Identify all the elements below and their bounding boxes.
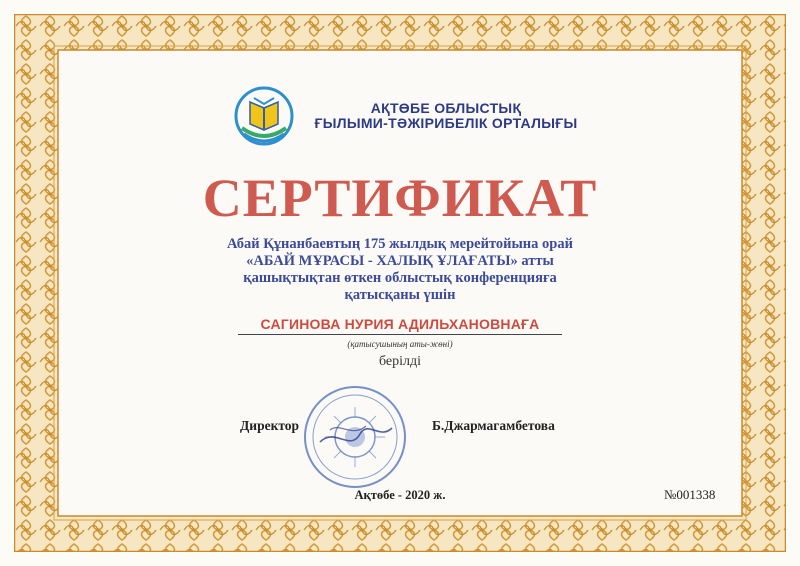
given-text: берілді <box>378 354 422 369</box>
body-line-4: қатысқаны үшін <box>344 287 456 303</box>
certificate-body <box>200 236 600 304</box>
org-line-2: ҒЫЛЫМИ-ТӘЖІРИБЕЛІК ОРТАЛЫҒЫ <box>314 115 578 131</box>
kazakhstan-emblem-seal-icon <box>300 382 410 492</box>
body-line-2: «АБАЙ МҰРАСЫ - ХАЛЫҚ ҰЛАҒАТЫ» атты <box>246 253 554 269</box>
org-line-1: АҚТӨБЕ ОБЛЫСТЫҚ <box>370 100 522 116</box>
body-line-1: Абай Құнанбаевтың 175 жылдық мерейтойына орай <box>227 236 573 252</box>
certificate-number: №001338 <box>664 487 716 502</box>
director-label: Директор <box>240 418 300 433</box>
organization-name <box>306 101 586 131</box>
recipient-name: САГИНОВА НУРИЯ АДИЛЬХАНОВНАҒА <box>260 316 540 332</box>
place-date: Ақтөбе - 2020 ж. <box>354 488 446 502</box>
body-line-3: қашықтықтан өткен облыстық конференцияға <box>243 270 557 286</box>
recipient-caption: (қатысушының аты-жөні) <box>347 339 453 349</box>
recipient-underline <box>238 334 562 335</box>
director-name: Б.Джармагамбетова <box>432 418 555 433</box>
book-logo-icon <box>232 84 296 148</box>
certificate-title: СЕРТИФИКАТ <box>202 168 598 228</box>
